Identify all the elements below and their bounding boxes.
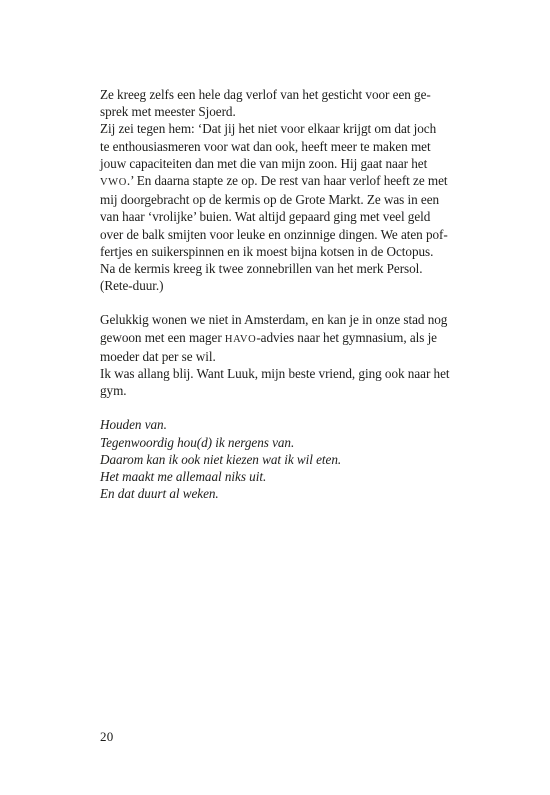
body-text	[100, 86, 480, 502]
text-line: gym.	[100, 383, 127, 399]
text-fragment: -advies naar het gymnasium, als je	[256, 329, 437, 345]
poem-line: Tegenwoordig hou(d) ik nergens van.	[100, 434, 295, 450]
text-line: fertjes en suikerspinnen en ik moest bijna kotsen in de Octopus.	[100, 243, 434, 259]
text-line: moeder dat per se wil.	[100, 348, 216, 364]
poem	[100, 416, 480, 502]
poem-line: Het maakt me allemaal niks uit.	[100, 469, 267, 485]
text-line: jouw capaciteiten dan met die van mijn zoon. Hij gaat naar het	[100, 155, 428, 171]
poem-line: Houden van.	[100, 417, 167, 433]
text-line: Ze kreeg zelfs een hele dag verlof van het gesticht voor een ge-	[100, 87, 431, 102]
small-caps-abbreviation: HAVO	[224, 333, 257, 345]
poem-line: Daarom kan ik ook niet kiezen wat ik wil eten.	[100, 451, 342, 467]
paragraph-1	[100, 86, 480, 294]
text-fragment: .’ En daarna stapte ze op. De rest van haar verlof heeft ze met	[126, 173, 448, 189]
text-line: Gelukkig wonen we niet in Amsterdam, en kan je in onze stad nog	[100, 312, 448, 328]
page-number: 20	[100, 729, 114, 744]
text-line: Zij zei tegen hem: ‘Dat jij het niet voor elkaar krijgt om dat joch	[100, 121, 437, 137]
text-line: Ik was allang blij. Want Luuk, mijn beste vriend, ging ook naar het	[100, 366, 450, 382]
text-line	[100, 172, 480, 191]
text-line: sprek met meester Sjoerd.	[100, 104, 236, 120]
text-line: over de balk smijten voor leuke en onzinnige dingen. We aten pof-	[100, 226, 448, 242]
text-fragment: gewoon met een mager	[100, 329, 225, 345]
text-line: te enthousiasmeren voor wat dan ook, heeft meer te maken met	[100, 138, 431, 154]
text-line: (Rete-duur.)	[100, 278, 164, 294]
text-line: mij doorgebracht op de kermis op de Grote Markt. Ze was in een	[100, 192, 440, 208]
text-line: Na de kermis kreeg ik twee zonnebrillen van het merk Persol.	[100, 261, 423, 277]
poem-line: En dat duurt al weken.	[100, 486, 219, 502]
paragraph-2	[100, 311, 480, 399]
text-line	[100, 329, 480, 348]
text-line: van haar ‘vrolijke’ buien. Wat altijd gepaard ging met veel geld	[100, 209, 431, 225]
paragraph-spacer	[100, 399, 480, 416]
small-caps-abbreviation: VWO	[100, 177, 127, 189]
paragraph-spacer	[100, 294, 480, 311]
